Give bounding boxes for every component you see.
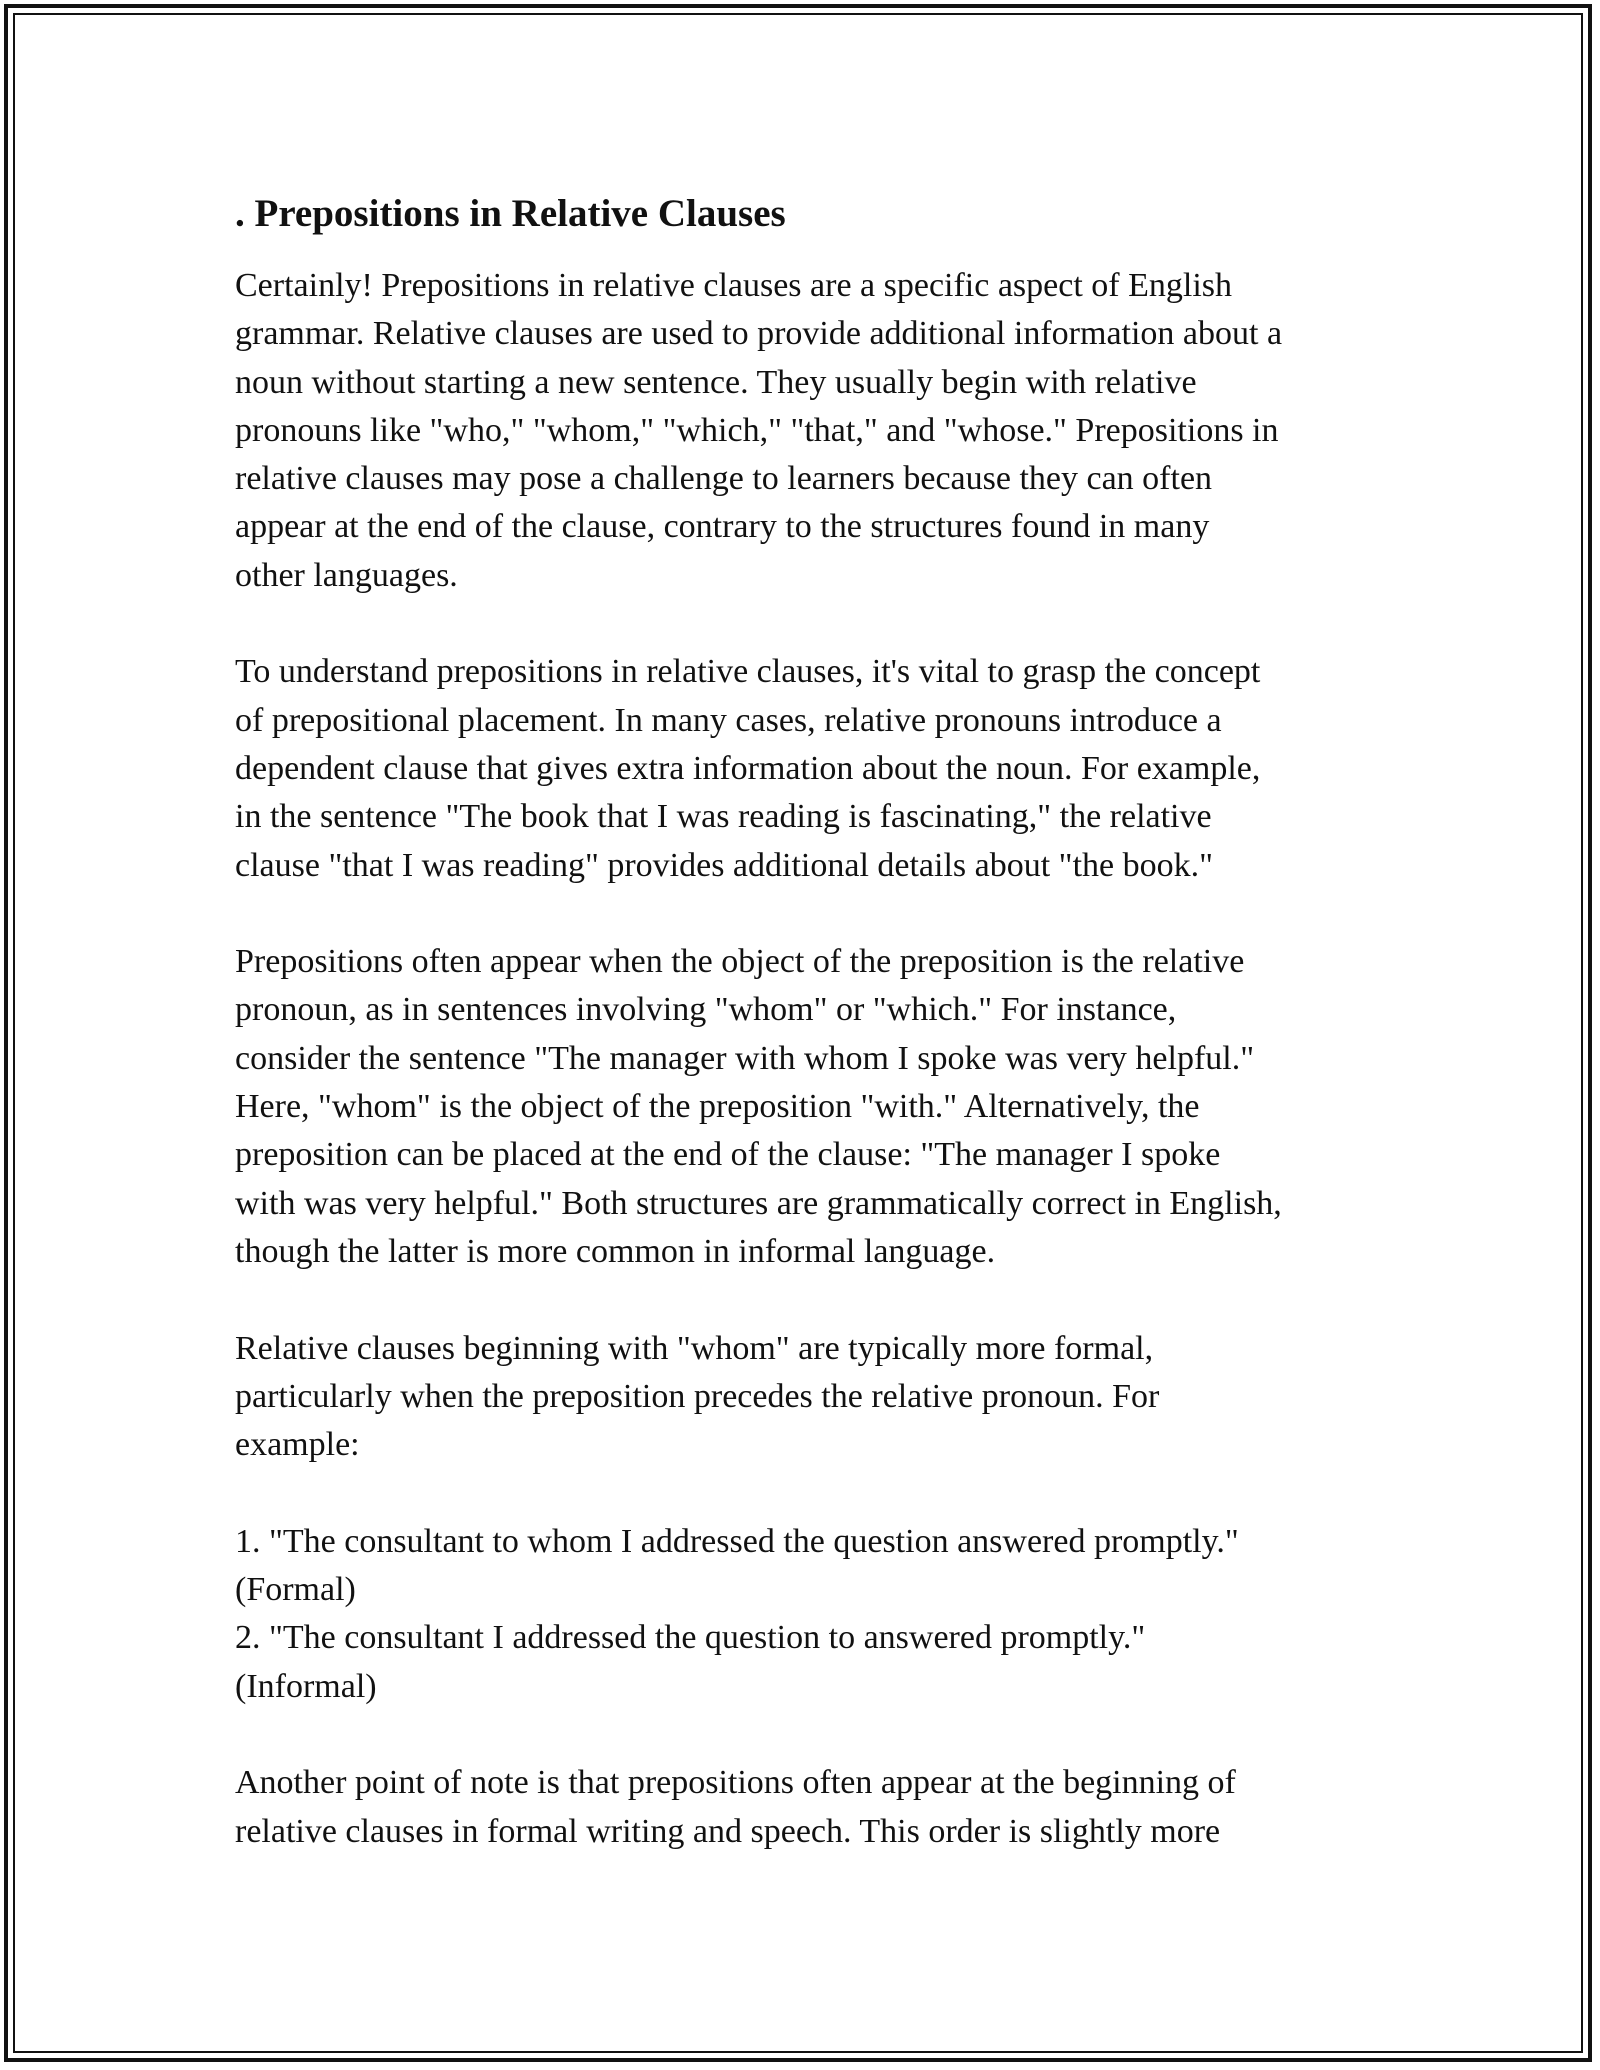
text-line: Prepositions often appear when the object of the preposition is the relative xyxy=(235,943,1245,981)
section-title: . Prepositions in Relative Clauses xyxy=(235,192,786,235)
text-line: pronoun, as in sentences involving "whom" or "which." For instance, xyxy=(235,991,1177,1029)
document-body xyxy=(235,190,1375,1904)
text-line: other languages. xyxy=(235,556,458,594)
text-line: pronouns like "who," "whom," "which," "that," and "whose." Prepositions in xyxy=(235,411,1279,449)
text-line: relative clauses may pose a challenge to learners because they can often xyxy=(235,460,1213,498)
paragraph-object-of-preposition xyxy=(235,938,1375,1276)
example-list xyxy=(235,1518,1375,1711)
text-line: in the sentence "The book that I was reading is fascinating," the relative xyxy=(235,798,1212,836)
text-line: with was very helpful." Both structures are grammatically correct in English, xyxy=(235,1184,1282,1222)
text-line: example: xyxy=(235,1426,360,1464)
text-line: relative clauses in formal writing and speech. This order is slightly more xyxy=(235,1812,1221,1850)
text-line: clause "that I was reading" provides additional details about "the book." xyxy=(235,846,1213,884)
text-line: preposition can be placed at the end of the clause: "The manager I spoke xyxy=(235,1136,1221,1174)
text-line: grammar. Relative clauses are used to provide additional information about a xyxy=(235,315,1283,353)
list-item: 2. "The consultant I addressed the question to answered promptly." xyxy=(235,1619,1146,1657)
text-line: Another point of note is that prepositions often appear at the beginning of xyxy=(235,1764,1236,1802)
list-item: 1. "The consultant to whom I addressed the question answered promptly." xyxy=(235,1522,1239,1560)
text-line: consider the sentence "The manager with whom I spoke was very helpful." xyxy=(235,1039,1255,1077)
paragraph-placement xyxy=(235,648,1375,889)
paragraph-intro xyxy=(235,262,1375,600)
paragraph-formal-writing xyxy=(235,1759,1375,1856)
list-item-note: (Informal) xyxy=(235,1667,377,1705)
text-line: appear at the end of the clause, contrary to the structures found in many xyxy=(235,508,1210,546)
text-line: though the latter is more common in informal language. xyxy=(235,1232,996,1270)
text-line: particularly when the preposition precedes the relative pronoun. For xyxy=(235,1377,1160,1415)
text-line: Certainly! Prepositions in relative clauses are a specific aspect of English xyxy=(235,267,1233,304)
paragraph-whom-formal xyxy=(235,1325,1375,1470)
list-item-note: (Formal) xyxy=(235,1571,356,1609)
text-line: of prepositional placement. In many cases, relative pronouns introduce a xyxy=(235,701,1222,739)
text-line: noun without starting a new sentence. They usually begin with relative xyxy=(235,363,1197,401)
text-line: Relative clauses beginning with "whom" are typically more formal, xyxy=(235,1329,1154,1367)
text-line: To understand prepositions in relative clauses, it's vital to grasp the concept xyxy=(235,653,1261,691)
text-line: dependent clause that gives extra information about the noun. For example, xyxy=(235,749,1261,787)
text-line: Here, "whom" is the object of the preposition "with." Alternatively, the xyxy=(235,1088,1200,1126)
